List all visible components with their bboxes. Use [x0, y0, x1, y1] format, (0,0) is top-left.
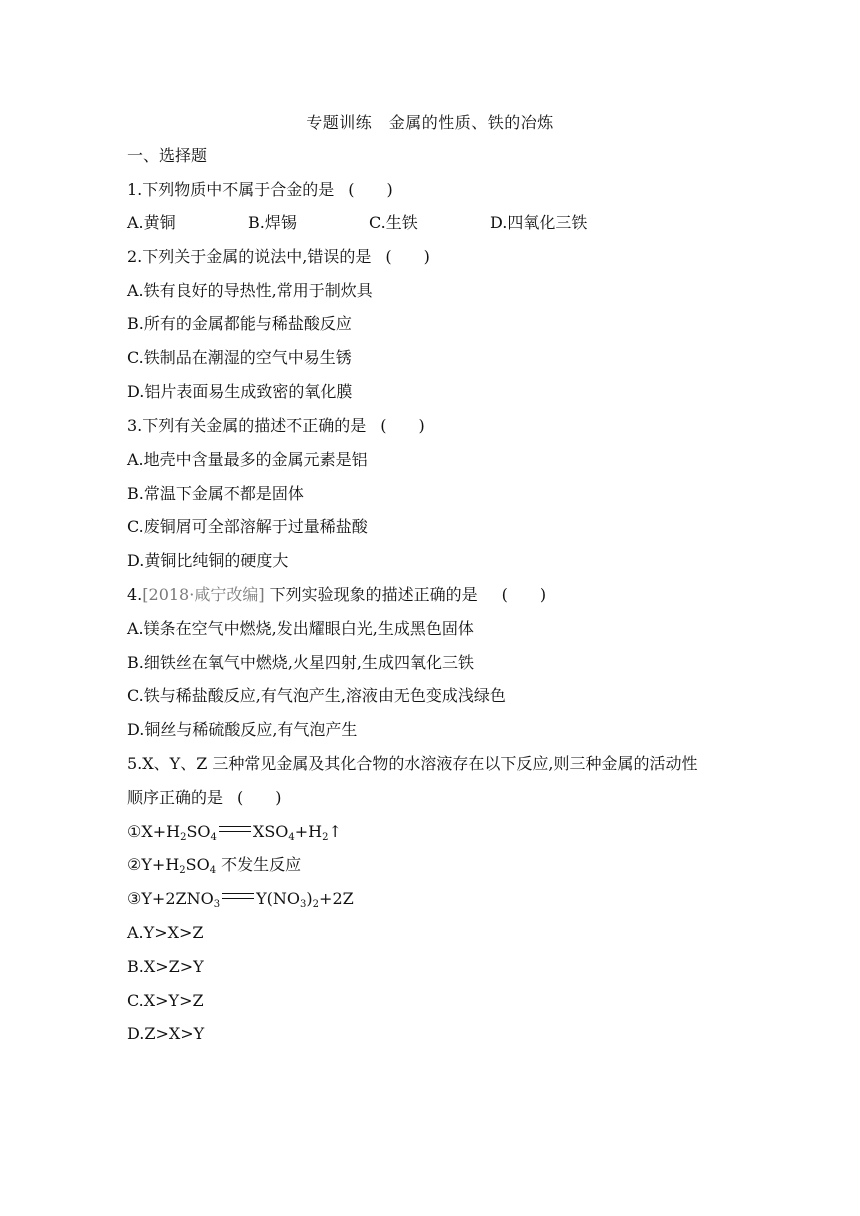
reaction-2 — [127, 855, 301, 875]
reaction-text: ) — [306, 889, 313, 908]
option-a: A.铁有良好的导热性,常用于制炊具 — [127, 281, 373, 300]
reaction-text: ②Y+H — [127, 855, 180, 874]
option-d: D.黄铜比纯铜的硬度大 — [127, 551, 289, 570]
subscript: 4 — [209, 865, 217, 876]
question-3-text: 3.下列有关金属的描述不正确的是 — [127, 416, 367, 435]
equals-sign — [219, 826, 251, 832]
reaction-text: SO — [185, 855, 210, 874]
section-heading: 一、选择题 — [127, 146, 208, 165]
question-1-text: 1.下列物质中不属于合金的是 — [127, 180, 335, 199]
equals-sign — [222, 893, 254, 899]
answer-blank: ( ) — [380, 416, 425, 435]
answer-blank: ( ) — [237, 788, 282, 807]
reaction-text: +2Z — [319, 889, 354, 908]
subscript: 2 — [180, 832, 187, 843]
reaction-text: +H — [294, 822, 323, 841]
page-title: 专题训练 金属的性质、铁的冶炼 — [306, 113, 554, 132]
option-b: B.焊锡 — [248, 213, 297, 232]
subscript: 3 — [300, 899, 307, 910]
subscript: 2 — [312, 899, 320, 910]
question-4-text: 下列实验现象的描述正确的是 — [269, 585, 478, 604]
question-4-stem — [127, 585, 546, 605]
question-5-text: 顺序正确的是 — [127, 788, 224, 807]
answer-blank: ( ) — [501, 585, 547, 604]
option-d: D.铝片表面易生成致密的氧化膜 — [127, 382, 353, 401]
option-d: D.铜丝与稀硫酸反应,有气泡产生 — [127, 720, 358, 739]
option-b: B.所有的金属都能与稀盐酸反应 — [127, 314, 352, 333]
reaction-3 — [127, 889, 354, 909]
option-c: C.X>Y>Z — [127, 991, 204, 1010]
subscript: 2 — [322, 832, 329, 843]
reaction-text: ①X+H — [127, 822, 181, 841]
option-a: A.镁条在空气中燃烧,发出耀眼白光,生成黑色固体 — [127, 619, 474, 638]
source-tag: [2018·咸宁改编] — [142, 585, 265, 604]
question-4-number: 4. — [127, 585, 143, 604]
question-2-stem — [127, 247, 430, 267]
subscript: 4 — [288, 832, 295, 843]
option-d: D.四氧化三铁 — [490, 213, 588, 232]
question-1-options — [127, 213, 587, 233]
option-b: B.X>Z>Y — [127, 957, 204, 976]
option-c: C.铁制品在潮湿的空气中易生锈 — [127, 348, 352, 367]
question-5-stem-line2 — [127, 788, 282, 808]
reaction-text: SO — [186, 822, 211, 841]
option-b: B.常温下金属不都是固体 — [127, 484, 304, 503]
question-3-stem — [127, 416, 425, 436]
subscript: 4 — [210, 832, 217, 843]
option-a: A.地壳中含量最多的金属元素是铝 — [127, 450, 368, 469]
reaction-text: ③Y+2ZNO — [127, 889, 214, 908]
gas-arrow-icon: ↑ — [328, 822, 342, 841]
question-1-stem — [127, 180, 393, 200]
option-c: C.铁与稀盐酸反应,有气泡产生,溶液由无色变成浅绿色 — [127, 686, 506, 705]
answer-blank: ( ) — [385, 247, 430, 266]
option-c: C.废铜屑可全部溶解于过量稀盐酸 — [127, 517, 368, 536]
answer-blank: ( ) — [348, 180, 393, 199]
option-d: D.Z>X>Y — [127, 1024, 205, 1043]
reaction-text: 不发生反应 — [216, 855, 302, 874]
option-c: C.生铁 — [369, 213, 418, 232]
reaction-text: Y(NO — [256, 889, 301, 908]
question-2-text: 2.下列关于金属的说法中,错误的是 — [127, 247, 372, 266]
subscript: 3 — [213, 899, 221, 910]
question-5-stem-line1: 5.X、Y、Z 三种常见金属及其化合物的水溶液存在以下反应,则三种金属的活动性 — [127, 754, 698, 773]
subscript: 2 — [179, 865, 186, 876]
option-b: B.细铁丝在氧气中燃烧,火星四射,生成四氧化三铁 — [127, 653, 475, 672]
reaction-text: XSO — [252, 822, 289, 841]
reaction-1 — [127, 822, 342, 842]
option-a: A.黄铜 — [127, 213, 176, 232]
option-a: A.Y>X>Z — [127, 923, 204, 942]
